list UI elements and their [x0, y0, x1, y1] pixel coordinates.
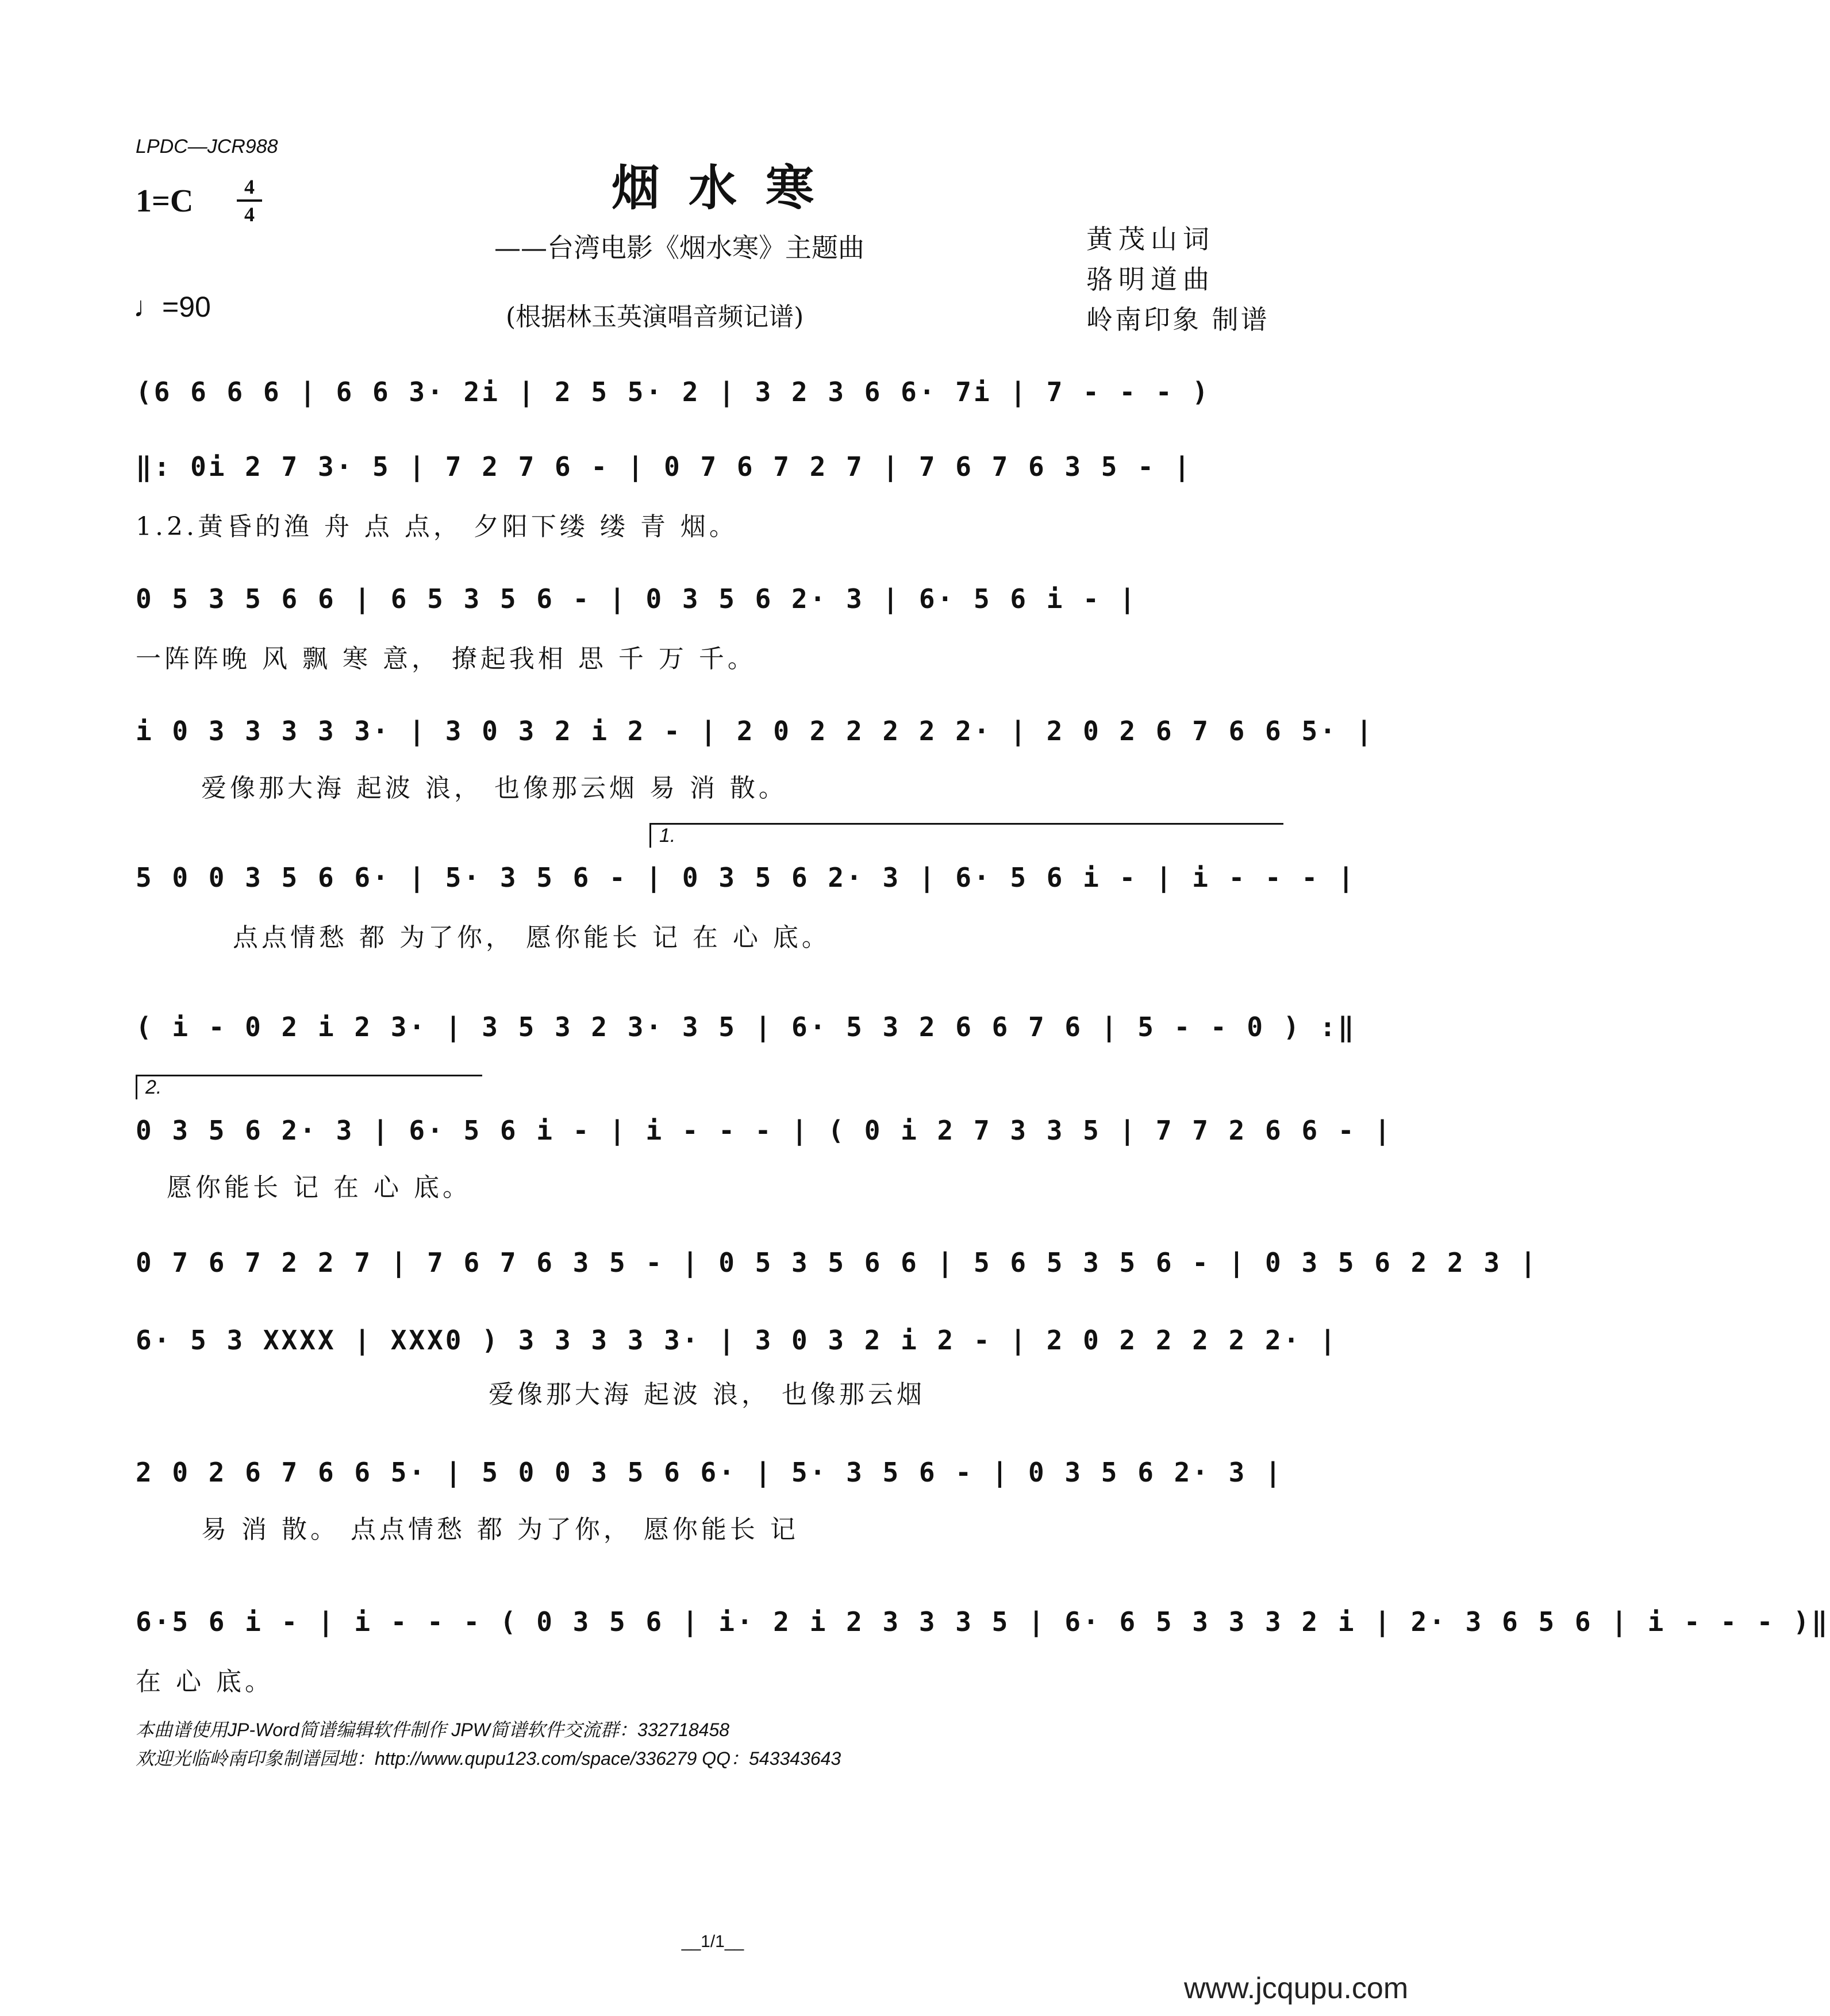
score-line: 0 3 5 6 2· 3 | 6· 5 6 i - | i - - - | ( 0 i 2 7 3 3 5 | 7 7 2 6 6 - |	[136, 1115, 1393, 1146]
lyric-line: 易 消 散。 点点情愁 都 为了你， 愿你能长 记	[201, 1515, 799, 1544]
footer-website: 欢迎光临岭南印象制谱园地：http://www.qupu123.com/space/336279 QQ：543343643	[136, 1748, 841, 1769]
lyric-line: 爱像那大海 起波 浪， 也像那云烟	[489, 1380, 925, 1409]
volta-1	[649, 823, 1283, 848]
volta-1-label: 1.	[659, 825, 676, 847]
score-line: i 0 3 3 3 3 3· | 3 0 3 2 i 2 - | 2 0 2 2 2 2 2· | 2 0 2 6 7 6 6 5· |	[136, 715, 1375, 747]
footer-software: 本曲谱使用JP-Word简谱编辑软件制作 JPW简谱软件交流群：332718458	[136, 1719, 730, 1740]
score-line: (6 6 6 6 | 6 6 3· 2i | 2 5 5· 2 | 3 2 3 6 6· 7i | 7 - - - )	[136, 376, 1210, 407]
lyric-line: 愿你能长 记 在 心 底。	[167, 1173, 471, 1202]
lyric-line: 在 心 底。	[136, 1667, 274, 1696]
time-top: 4	[244, 175, 255, 198]
tempo-mark: ♩=90	[133, 291, 211, 323]
score-line: ( i - 0 2 i 2 3· | 3 5 3 2 3· 3 5 | 6· 5 3 2 6 6 7 6 | 5 - - 0 ) :‖	[136, 1011, 1356, 1042]
volta-2	[136, 1075, 482, 1099]
score-line: 6·5 6 i - | i - - - ( 0 3 5 6 | i· 2 i 2 3 3 3 5 | 6· 6 5 3 3 3 2 i | 2· 3 6 5 6 | i - - - )‖	[136, 1606, 1830, 1637]
lyricist-credit: 黄茂山词	[1086, 224, 1215, 255]
score-line: 2 0 2 6 7 6 6 5· | 5 0 0 3 5 6 6· | 5· 3 5 6 - | 0 3 5 6 2· 3 |	[136, 1457, 1283, 1488]
score-line: 5 0 0 3 5 6 6· | 5· 3 5 6 - | 0 3 5 6 2· 3 | 6· 5 6 i - | i - - - |	[136, 862, 1356, 893]
lyric-line: 点点情愁 都 为了你， 愿你能长 记 在 心 底。	[233, 923, 831, 952]
lyric-line: 1.2.黄昏的渔 舟 点 点， 夕阳下缕 缕 青 烟。	[136, 512, 738, 541]
key-signature: 1=C	[136, 183, 194, 219]
score-line: 0 7 6 7 2 2 7 | 7 6 7 6 3 5 - | 0 5 3 5 6 6 | 5 6 5 3 5 6 - | 0 3 5 6 2 2 3 |	[136, 1247, 1539, 1278]
song-subtitle: ——台湾电影《烟水寒》主题曲	[494, 232, 864, 263]
score-line: 6· 5 3 XXXX | XXX0 ) 3 3 3 3 3· | 3 0 3 2 i 2 - | 2 0 2 2 2 2 2· |	[136, 1325, 1338, 1356]
score-line: ‖: 0i 2 7 3· 5 | 7 2 7 6 - | 0 7 6 7 2 7 | 7 6 7 6 3 5 - |	[136, 451, 1193, 482]
composer-credit: 骆明道曲	[1086, 264, 1215, 295]
lyric-line: 一阵阵晚 风 飘 寒 意， 撩起我相 思 千 万 千。	[136, 644, 756, 674]
time-bottom: 4	[244, 203, 255, 226]
song-title: 烟水寒	[611, 159, 843, 216]
transcription-note: (根据林玉英演唱音频记谱)	[506, 302, 804, 332]
lyric-line: 爱像那大海 起波 浪， 也像那云烟 易 消 散。	[201, 774, 787, 803]
page-number: __1/1__	[681, 1932, 744, 1951]
arranger-credit: 岭南印象 制谱	[1086, 304, 1270, 335]
watermark: www.jcqupu.com	[1184, 1972, 1409, 2005]
score-line: 0 5 3 5 6 6 | 6 5 3 5 6 - | 0 3 5 6 2· 3 | 6· 5 6 i - |	[136, 583, 1138, 614]
score-code: LPDC—JCR988	[136, 136, 278, 157]
volta-2-label: 2.	[145, 1076, 162, 1098]
